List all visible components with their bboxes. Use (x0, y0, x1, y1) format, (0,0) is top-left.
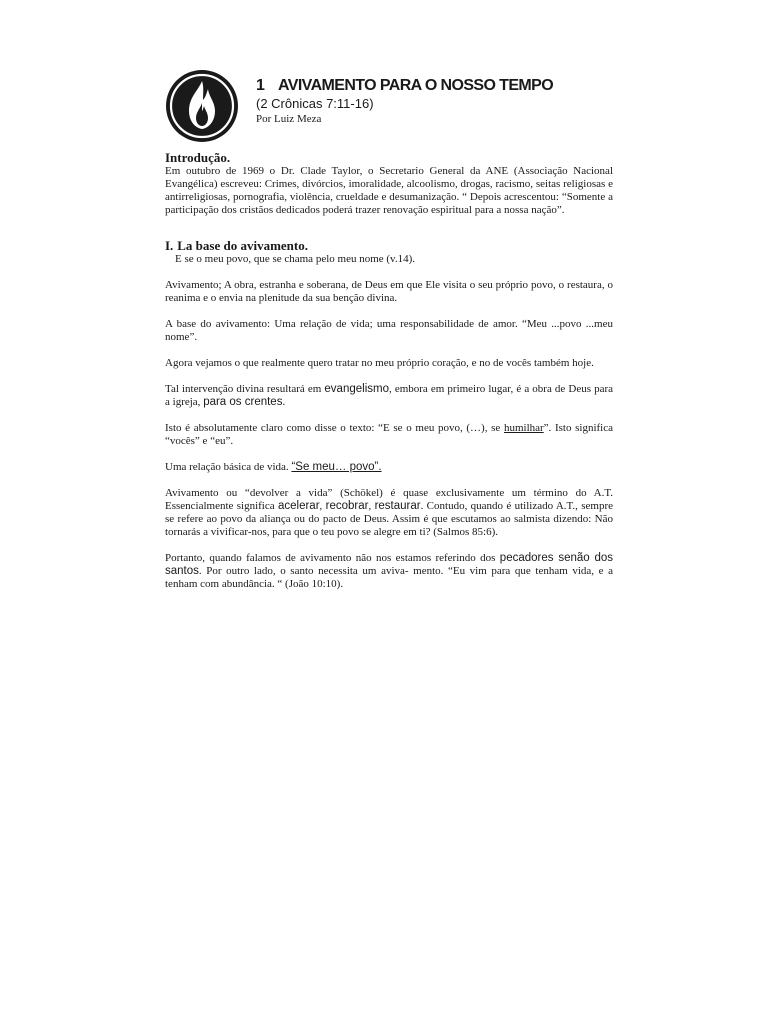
paragraph-8 (165, 552, 613, 591)
text-run: Portanto, quando falamos de avivamento não nos estamos referindo dos (165, 552, 500, 564)
underlined-humilhar: humilhar (503, 422, 544, 434)
intro-paragraph: Em outubro de 1969 o Dr. Clade Taylor, o Secretario General da ANE (Associação Nacional Evangélica) escreveu: Crimes, divórcios, imoralidade, alcoolismo, drogas, racismo, seitas religiosas e antirreligiosas, pornografia, violência, crueldade e desumanização. “ Depois acrescentou: “Somente a participação dos cristãos dedicados poderá trazer renovação espiritual para a nossa nação”. (165, 165, 613, 216)
emphasis-pecadores-senao-dos-santos: pecadores senão dos santos (165, 552, 613, 577)
section-1-title: La base do avivamento. (177, 238, 308, 253)
emphasis-recobrar: recobrar (325, 500, 369, 512)
text-run: . (282, 396, 286, 408)
section-1 (165, 238, 613, 591)
document-title (256, 76, 616, 96)
emphasis-evangelismo: evangelismo (324, 383, 389, 395)
bible-reference: (2 Crônicas 7:11-16) (256, 96, 374, 111)
emphasis-restaurar: restaurar (374, 500, 421, 512)
chapter-number: 1 (256, 77, 265, 94)
text-run: , embora em primeiro lugar, é a obra de Deus para a igreja, (165, 383, 613, 408)
emphasis-para-os-crentes: para os crentes (203, 396, 283, 408)
paragraph-7 (165, 487, 613, 539)
text-run: Avivamento ou “devolver a vida” (Schökel) é quase exclusivamente um término do A.T. Essencialmente significa (165, 487, 613, 512)
paragraph-5 (165, 422, 613, 448)
paragraph-4 (165, 383, 613, 409)
paragraph-3: Agora vejamos o que realmente quero tratar no meu próprio coração, e no de vocês também hoje. (165, 357, 594, 369)
section-1-numeral: I. (165, 238, 174, 253)
text-run: , (368, 500, 375, 512)
paragraph-6 (165, 461, 613, 474)
emphasis-acelerar: acelerar (277, 500, 320, 512)
text-run: , (319, 500, 326, 512)
text-run: ”. Isto significa “vocês” e “eu”. (165, 422, 613, 447)
text-run: . Contudo, quando é utilizado A.T., sempre se refere ao povo da aliança ou do pacto de Deus. Assim é que escutamos ao salmista dizendo: Não tornarás a vivificar-nos, para que o teu povo se alegre em ti? (Salmos 85:6). (165, 500, 614, 538)
title-block (256, 76, 616, 126)
section-1-heading (165, 238, 613, 253)
intro-heading: Introdução. (165, 150, 231, 165)
text-run: Tal intervenção divina resultará em (165, 383, 325, 395)
section-1-lead-verse: E se o meu povo, que se chama pelo meu nome (v.14). (175, 253, 415, 265)
author-line: Por Luiz Meza (256, 113, 322, 125)
title-text: AVIVAMENTO PARA O NOSSO TEMPO (278, 77, 554, 94)
document-body (165, 150, 613, 591)
paragraph-1: Avivamento; A obra, estranha e soberana, de Deus em que Ele visita o seu próprio povo, o restaura, o reanima e o envia na plenitude da sua benção divina. (165, 279, 613, 304)
text-run: Isto é absolutamente claro como disse o texto: “E se o meu povo, (…), se (165, 422, 504, 434)
text-run: . Por outro lado, o santo necessita um aviva- mento. “Eu vim para que tenham vida, e a tenham com abundância. “ (João 10:10). (165, 565, 613, 590)
paragraph-2: A base do avivamento: Uma relação de vida; uma responsabilidade de amor. “Meu ...povo ...meu nome”. (165, 318, 613, 343)
flame-icon (165, 69, 239, 143)
text-run: Uma relação básica de vida. (165, 461, 292, 473)
emphasis-se-meu-povo: “Se meu… povo”. (291, 461, 382, 473)
